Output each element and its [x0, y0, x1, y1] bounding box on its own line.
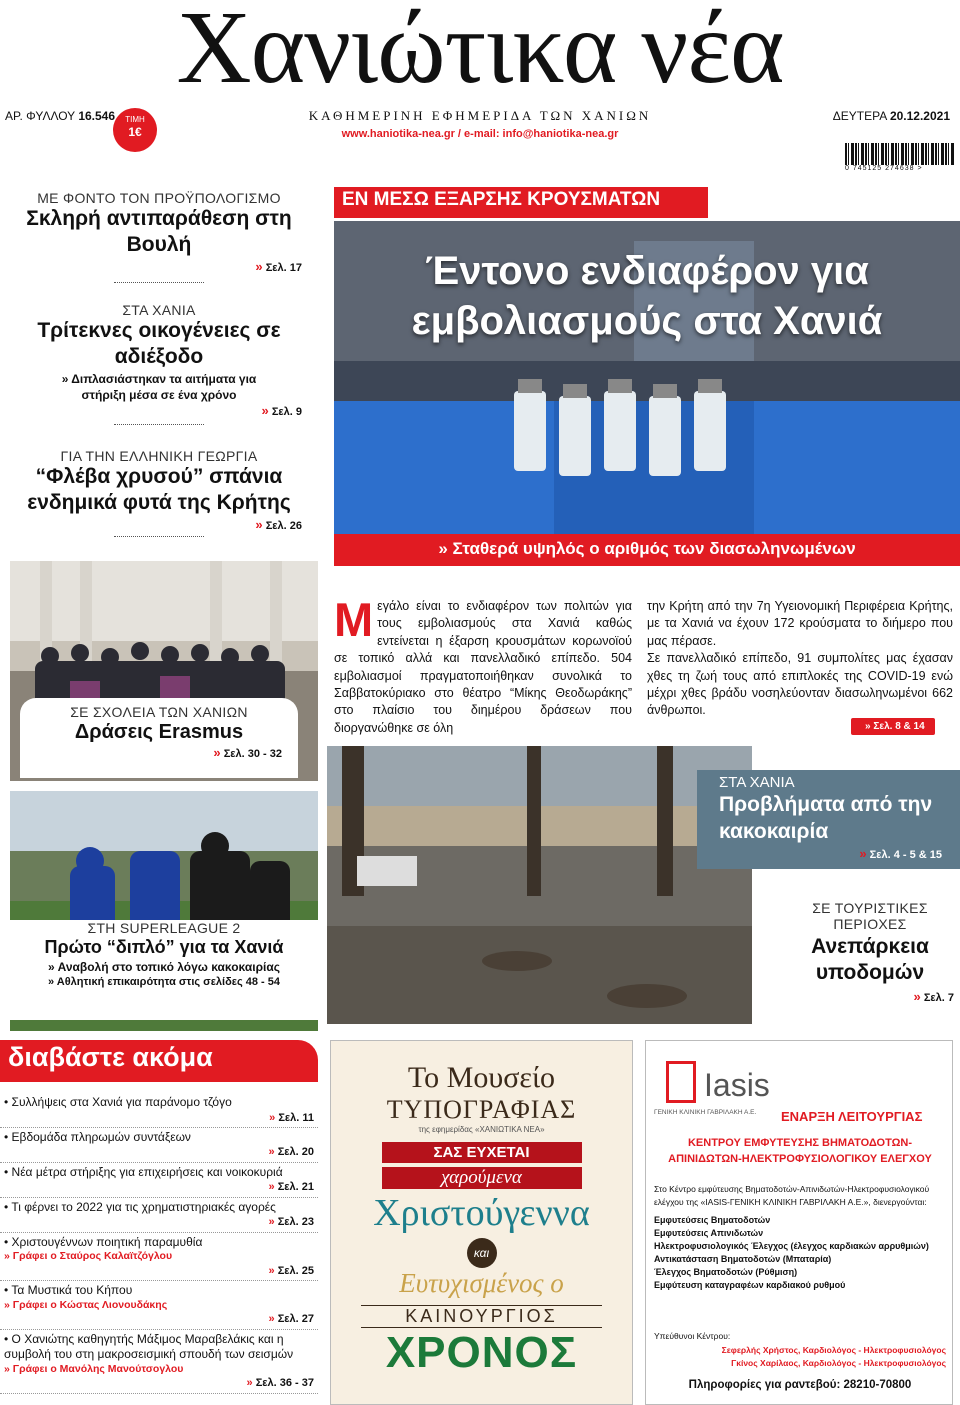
ad-iasis-clinic[interactable]: Iasis ΓΕΝΙΚΗ ΚΛΙΝΙΚΗ ΓΑΒΡΙΛΑΚΗ Α.Ε. ΕΝΑΡΞΗ ΛΕΙΤΟΥΡΓΙΑΣ ΚΕΝΤΡΟΥ ΕΜΦΥΤΕΥΣΗΣ ΒΗΜΑΤΟΔΟΤΩΝ-ΑΠΙΝΙΔΩΤΩΝ-ΗΛΕΚΤΡΟΦΥΣΙΟΛΟΓΙΚΟΥ ΕΛΕΓΧΟΥ Στο Κέντρο εμφύτευσης Βηματοδοτών-Απινιδωτών-Ηλεκτροφυσιολογικού ελέγχου της «IASIS-ΓΕΝΙΚΗ ΚΛΙΝΙΚΗ ΓΑΒΡΙΛΑΚΗ Α.Ε.», διενεργούνται: Εμφυτεύσεις Βηματοδοτών Εμφυτεύσεις Απινιδωτών Ηλεκτροφυσιολογικός Έλεγχος (έλεγχος καρδιακών αρρυθμιών) Αντικατάσταση Βηματοδοτών (Μπαταρία) Έλεγχος Βηματοδοτών (Ρύθμιση) Εμφύτευση καταγραφέων καρδιακού ρυθμού Υπεύθυνοι Κέντρου: Σεφερλής Χρήστος, Καρδιολόγος - Ηλεκτροφυσιολόγος Γκίνος Χαρίλαος, Καρδιολόγος - Ηλεκτροφυσιολόγος Πληροφορίες για ραντεβού: 28210-70800 — [645, 1040, 953, 1405]
iasis-doctors: Σεφερλής Χρήστος, Καρδιολόγος - Ηλεκτροφυσιολόγος Γκίνος Χαρίλαος, Καρδιολόγος - Ηλεκτροφυσιολόγος — [721, 1345, 946, 1368]
lead-page-ref[interactable]: » Σελ. 8 & 14 — [851, 718, 935, 735]
lead-body-col2: την Κρήτη από την 7η Υγειονομική Περιφέρεια Κρήτης, με τα Χανιά να έχουν 172 κρούσματα το διήμερο που μας πέρασε. Σε πανελλαδικό επίπεδο, 91 συμπολίτες μας έχασαν χθες τη ζωή τους από επιπλοκές της COVID-19 ενώ μέχρι χθες βράδυ νοσηλεύονταν διασωληνωμένοι 662 άνθρωποι. — [647, 599, 953, 718]
story-large-families[interactable]: ΣΤΑ ΧΑΝΙΑ Τρίτεκνες οικογένειες σε αδιέξοδο » Διπλασιάστηκαν τα αιτήματα για στήριξη μέσα σε ένα χρόνο » Σελ. 9 — [0, 302, 318, 425]
read-more-item[interactable]: • Νέα μέτρα στήριξης για επιχειρήσεις και νοικοκυριά » Σελ. 21 — [0, 1163, 318, 1198]
divider — [114, 536, 204, 537]
chania-harbour-storm-image — [327, 746, 752, 1024]
dropcap: Μ — [334, 593, 374, 646]
barcode-bars — [845, 143, 955, 165]
ad-typography-museum[interactable]: Το Μουσείο ΤΥΠΟΓΡΑΦΙΑΣ της εφημερίδας «ΧΑΝΙΩΤΙΚΑ ΝΕΑ» ΣΑΣ ΕΥΧΕΤΑΙ χαρούμενα Χριστούγεννα και Ευτυχισμένος ο ΚΑΙΝΟΥΡΓΙΟΣ ΧΡΟΝΟΣ — [330, 1040, 633, 1405]
read-more-list — [0, 1093, 318, 1394]
iasis-logo-icon — [666, 1061, 696, 1103]
story-erasmus[interactable]: ΣΕ ΣΧΟΛΕΙΑ ΤΩΝ ΧΑΝΙΩΝ Δράσεις Erasmus » Σελ. 30 - 32 — [20, 698, 298, 778]
lead-subheadline: » Σταθερά υψηλός ο αριθμός των διασωληνωμένων — [334, 534, 960, 566]
read-more-item[interactable]: • Συλλήψεις στα Χανιά για παράνομο τζόγο » Σελ. 11 — [0, 1093, 318, 1128]
lead-body-col1: Μεγάλο είναι το ενδιαφέρον των πολιτών για τους εμβολιασμούς στα Χανιά καθώς εντείνεται η έξαρση κρουσμάτων κορωνοϊού σε τοπικό αλλά και πανελλαδικό επίπεδο. 504 εμβολιασμοί πραγματοποιήθηκαν συνολικά το Σαββατοκύριακο στο θέατρο “Μίκης Θεοδωράκης” στο πλαίσιο του διημέρου δράσεων που διοργανώθηκε σε όλη — [334, 593, 632, 735]
read-more-item[interactable]: • Εβδομάδα πληρωμών συντάξεων » Σελ. 20 — [0, 1128, 318, 1163]
read-more-item[interactable]: • Τι φέρνει το 2022 για τις χρηματιστηριακές αγορές » Σελ. 23 — [0, 1198, 318, 1233]
story-endemic-plants[interactable]: ΓΙΑ ΤΗΝ ΕΛΛΗΝΙΚΗ ΓΕΩΡΓΙΑ “Φλέβα χρυσού” σπάνια ενδημικά φυτά της Κρήτης » Σελ. 26 — [0, 448, 318, 537]
masthead — [0, 0, 960, 172]
read-more-item[interactable]: • Ο Χανιώτης καθηγητής Μάξιμος Μαραβελάκις και η συμβολή του στη μακροσεισμική σπουδή των σεισμών » Γράφει ο Μανόλης Μανούτσογλου » Σελ. 36 - 37 — [0, 1330, 318, 1394]
story-football[interactable]: ΣΤΗ SUPERLEAGUE 2 Πρώτο “διπλό” για τα Χανιά » Αναβολή στο τοπικό λόγω κακοκαιρίας » Αθλητική επικαιρότητα στις σελίδες 48 - 54 — [10, 920, 318, 1020]
barcode: 0 745125 274638 > — [845, 143, 955, 179]
issue-date: ΔΕΥΤΕΡΑ 20.12.2021 — [832, 109, 950, 123]
lead-headline[interactable]: Έντονο ενδιαφέρον για εμβολιασμούς στα Χανιά — [411, 249, 883, 343]
read-more-item[interactable]: • Τα Μυστικά του Κήπου » Γράφει ο Κώστας Λιονουδάκης » Σελ. 27 — [0, 1281, 318, 1330]
lead-kicker: ΕΝ ΜΕΣΩ ΕΞΑΡΣΗΣ ΚΡΟΥΣΜΑΤΩΝ — [334, 187, 708, 218]
newspaper-logo: Χανιώτικα νέα — [176, 0, 784, 105]
storm-photo — [327, 746, 752, 1024]
divider — [114, 424, 204, 425]
story-tourism[interactable]: ΣΕ ΤΟΥΡΙΣΤΙΚΕΣ ΠΕΡΙΟΧΕΣ Ανεπάρκεια υποδομών » Σελ. 7 — [780, 890, 960, 1020]
divider — [114, 282, 204, 283]
website-line[interactable]: www.haniotika-nea.gr / e-mail: info@haniotika-nea.gr — [341, 128, 619, 140]
iasis-services: Εμφυτεύσεις Βηματοδοτών Εμφυτεύσεις Απινιδωτών Ηλεκτροφυσιολογικός Έλεγχος (έλεγχος καρδιακών αρρυθμιών) Αντικατάσταση Βηματοδοτών (Μπαταρία) Έλεγχος Βηματοδοτών (Ρύθμιση) Εμφύτευση καταγραφέων καρδιακού ρυθμού — [654, 1215, 929, 1291]
read-more-header: διαβάστε ακόμα — [0, 1040, 318, 1082]
read-more-item[interactable]: • Χριστουγέννων ποιητική παραμυθία » Γράφει ο Σταύρος Καλαϊτζόγλου » Σελ. 25 — [0, 1233, 318, 1282]
story-storm[interactable]: ΣΤΑ ΧΑΝΙΑ Προβλήματα από την κακοκαιρία » Σελ. 4 - 5 & 15 — [697, 770, 960, 869]
price-badge: ΤΙΜΗ 1€ — [113, 108, 157, 152]
issue-number: ΑΡ. ΦΥΛΛΟΥ 16.546 — [5, 109, 116, 123]
tagline: ΚΑΘΗΜΕΡΙΝΗ ΕΦΗΜΕΡΙΔΑ ΤΩΝ ΧΑΝΙΩΝ — [308, 108, 652, 123]
story-budget[interactable]: ΜΕ ΦΟΝΤΟ ΤΟΝ ΠΡΟΫΠΟΛΟΓΙΣΜΟ Σκληρή αντιπαράθεση στη Βουλή » Σελ. 17 — [0, 190, 318, 283]
